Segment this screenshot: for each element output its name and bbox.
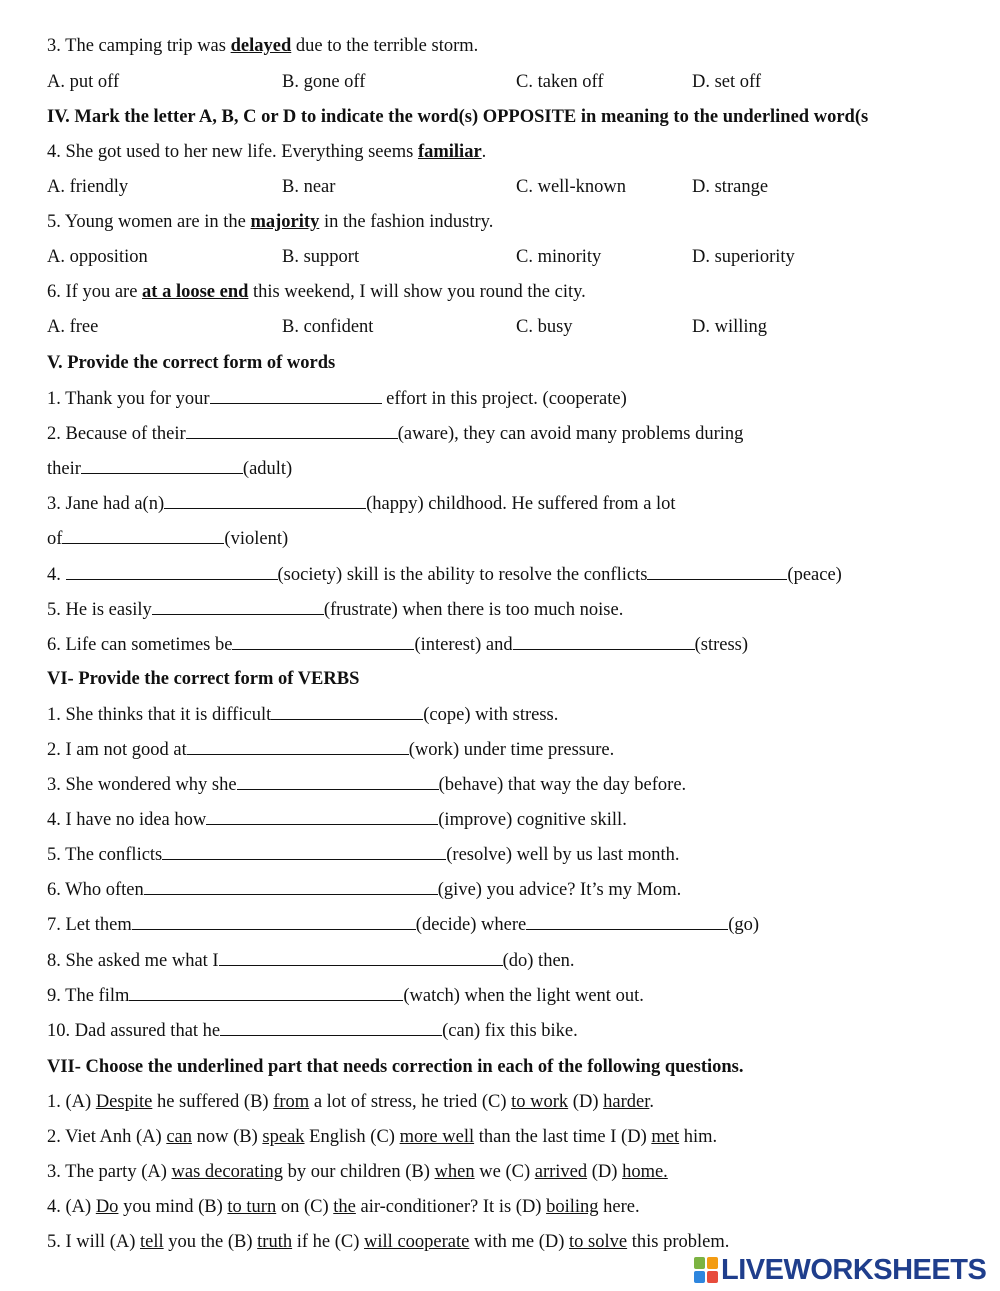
option-a[interactable]: A. free xyxy=(47,317,99,337)
word-form-4: 4. (society) skill is the ability to resolve the conflicts (peace) xyxy=(47,562,842,587)
option-d[interactable]: D. set off xyxy=(692,72,762,92)
option-d[interactable]: D. superiority xyxy=(692,247,795,267)
choice-a[interactable]: can xyxy=(166,1127,192,1147)
error-question-3: 3. The party (A) was decorating by our children (B) when we (C) arrived (D) home. xyxy=(47,1162,668,1182)
choice-d[interactable]: met xyxy=(651,1127,680,1147)
choice-b[interactable]: to turn xyxy=(227,1197,277,1217)
answer-blank[interactable] xyxy=(129,983,403,1001)
option-a[interactable]: A. opposition xyxy=(47,247,148,267)
answer-blank[interactable] xyxy=(62,526,224,544)
answer-blank[interactable] xyxy=(206,807,438,825)
choice-d[interactable]: boiling xyxy=(546,1197,599,1217)
option-b[interactable]: B. support xyxy=(282,247,360,267)
verb-item-7: 7. Let them (decide) where (go) xyxy=(47,912,759,937)
choice-d[interactable]: to solve xyxy=(569,1232,628,1252)
answer-blank[interactable] xyxy=(220,1018,442,1036)
word-form-1: 1. Thank you for your effort in this project. (cooperate) xyxy=(47,386,627,411)
section-7-heading: VII- Choose the underlined part that needs correction in each of the following questions. xyxy=(47,1057,744,1077)
answer-blank[interactable] xyxy=(237,772,439,790)
verb-item-6: 6. Who often (give) you advice? It’s my Mom. xyxy=(47,877,681,902)
answer-blank[interactable] xyxy=(526,912,728,930)
choice-a[interactable]: Despite xyxy=(95,1092,153,1112)
q4-stem: 4. She got used to her new life. Everything seems familiar. xyxy=(47,142,487,162)
choice-a[interactable]: Do xyxy=(95,1197,119,1217)
choice-b[interactable]: when xyxy=(434,1162,475,1182)
q5-options xyxy=(0,245,1000,269)
error-question-1: 1. (A) Despite he suffered (B) from a lot of stress, he tried (C) to work (D) harder. xyxy=(47,1092,654,1112)
verb-item-9: 9. The film (watch) when the light went out. xyxy=(47,983,644,1008)
choice-c[interactable]: to work xyxy=(511,1092,569,1112)
choice-c[interactable]: will cooperate xyxy=(364,1232,470,1252)
verb-item-2: 2. I am not good at (work) under time pressure. xyxy=(47,737,614,762)
option-a[interactable]: A. put off xyxy=(47,72,120,92)
choice-b[interactable]: speak xyxy=(262,1127,305,1147)
choice-d[interactable]: harder xyxy=(603,1092,650,1112)
section-4-heading: IV. Mark the letter A, B, C or D to indicate the word(s) OPPOSITE in meaning to the underlined word(s xyxy=(47,107,869,127)
verb-item-5: 5. The conflicts (resolve) well by us last month. xyxy=(47,842,680,867)
liveworksheets-logo[interactable] xyxy=(694,1255,986,1285)
answer-blank[interactable] xyxy=(271,702,423,720)
liveworksheets-logo-icon xyxy=(694,1257,718,1283)
verb-item-4: 4. I have no idea how (improve) cognitive skill. xyxy=(47,807,627,832)
word-form-3-cont: of (violent) xyxy=(47,526,288,551)
choice-d[interactable]: home. xyxy=(622,1162,668,1182)
answer-blank[interactable] xyxy=(162,842,446,860)
answer-blank[interactable] xyxy=(219,948,503,966)
q3-options xyxy=(0,70,1000,94)
choice-a[interactable]: was decorating xyxy=(171,1162,283,1182)
verb-item-1: 1. She thinks that it is difficult (cope) with stress. xyxy=(47,702,558,727)
word-form-6: 6. Life can sometimes be (interest) and (stress) xyxy=(47,632,748,657)
choice-c[interactable]: the xyxy=(333,1197,356,1217)
answer-blank[interactable] xyxy=(647,562,787,580)
answer-blank[interactable] xyxy=(66,562,278,580)
answer-blank[interactable] xyxy=(513,632,695,650)
answer-blank[interactable] xyxy=(144,877,438,895)
brand-name: LIVEWORKSHEETS xyxy=(721,1253,987,1286)
option-b[interactable]: B. near xyxy=(282,177,336,197)
option-b[interactable]: B. confident xyxy=(282,317,374,337)
verb-item-8: 8. She asked me what I (do) then. xyxy=(47,948,575,973)
answer-blank[interactable] xyxy=(186,421,398,439)
choice-c[interactable]: arrived xyxy=(534,1162,588,1182)
choice-b[interactable]: truth xyxy=(257,1232,293,1252)
answer-blank[interactable] xyxy=(210,386,382,404)
word-form-2: 2. Because of their (aware), they can avoid many problems during xyxy=(47,421,743,446)
error-question-4: 4. (A) Do you mind (B) to turn on (C) the air-conditioner? It is (D) boiling here. xyxy=(47,1197,640,1217)
word-form-2-cont: their (adult) xyxy=(47,456,292,481)
option-d[interactable]: D. strange xyxy=(692,177,769,197)
section-6-heading: VI- Provide the correct form of VERBS xyxy=(47,669,360,689)
answer-blank[interactable] xyxy=(232,632,414,650)
option-c[interactable]: C. minority xyxy=(516,247,602,267)
section-5-heading: V. Provide the correct form of words xyxy=(47,353,336,373)
choice-c[interactable]: more well xyxy=(399,1127,475,1147)
word-form-5: 5. He is easily (frustrate) when there is too much noise. xyxy=(47,597,623,622)
choice-a[interactable]: tell xyxy=(140,1232,164,1252)
option-c[interactable]: C. busy xyxy=(516,317,573,337)
answer-blank[interactable] xyxy=(81,456,243,474)
option-a[interactable]: A. friendly xyxy=(47,177,129,197)
q4-options xyxy=(0,175,1000,199)
option-c[interactable]: C. taken off xyxy=(516,72,604,92)
q6-stem: 6. If you are at a loose end this weekend, I will show you round the city. xyxy=(47,282,586,302)
answer-blank[interactable] xyxy=(152,597,324,615)
option-b[interactable]: B. gone off xyxy=(282,72,366,92)
q3-key-word: delayed xyxy=(230,36,292,56)
verb-item-3: 3. She wondered why she (behave) that way the day before. xyxy=(47,772,686,797)
option-d[interactable]: D. willing xyxy=(692,317,768,337)
error-question-2: 2. Viet Anh (A) can now (B) speak English (C) more well than the last time I (D) met him. xyxy=(47,1127,718,1147)
q6-options xyxy=(0,315,1000,339)
answer-blank[interactable] xyxy=(164,491,366,509)
answer-blank[interactable] xyxy=(132,912,416,930)
q5-stem: 5. Young women are in the majority in the fashion industry. xyxy=(47,212,494,232)
word-form-3: 3. Jane had a(n) (happy) childhood. He suffered from a lot xyxy=(47,491,676,516)
verb-item-10: 10. Dad assured that he (can) fix this bike. xyxy=(47,1018,578,1043)
error-question-5: 5. I will (A) tell you the (B) truth if he (C) will cooperate with me (D) to solve this problem. xyxy=(47,1232,730,1252)
answer-blank[interactable] xyxy=(187,737,409,755)
choice-b[interactable]: from xyxy=(273,1092,310,1112)
option-c[interactable]: C. well-known xyxy=(516,177,626,197)
q3-stem: 3. The camping trip was delayed due to the terrible storm. xyxy=(47,36,479,56)
